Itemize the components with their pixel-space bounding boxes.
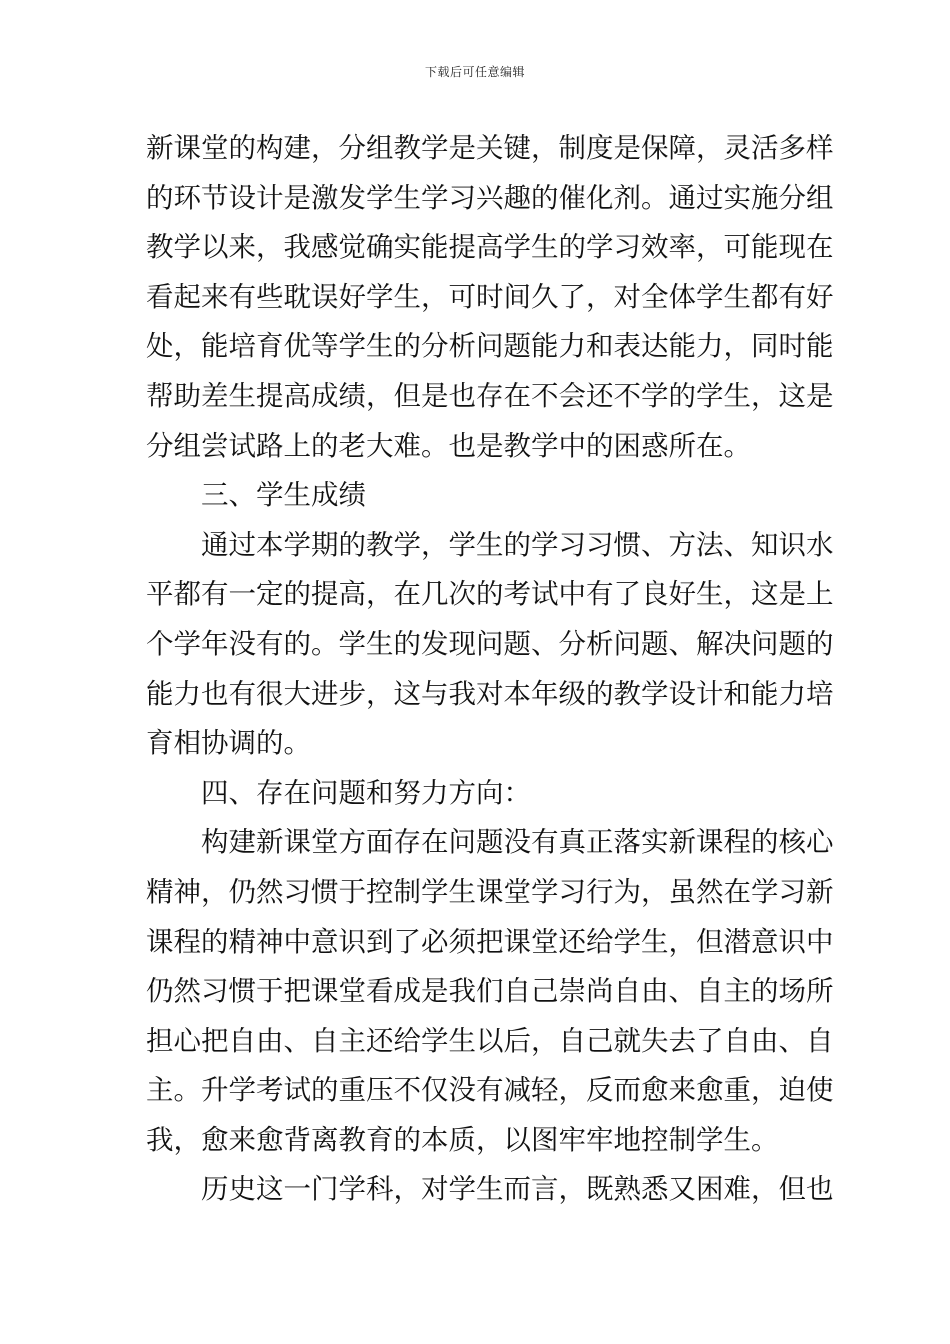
text-line: 通过本学期的教学，学生的学习习惯、方法、知识水 xyxy=(201,528,834,561)
text-line: 的环节设计是激发学生学习兴趣的催化剂。通过实施分组 xyxy=(146,181,834,214)
text-line: 构建新课堂方面存在问题没有真正落实新课程的核心 xyxy=(201,826,834,859)
text-line: 看起来有些耽误好学生，可时间久了，对全体学生都有好 xyxy=(146,280,834,313)
text-line: 处，能培育优等学生的分析问题能力和表达能力，同时能 xyxy=(146,330,834,363)
text-line: 分组尝试路上的老大难。也是教学中的困惑所在。 xyxy=(146,429,751,462)
page-header: 下载后可任意编辑 xyxy=(424,65,525,79)
text-line: 担心把自由、自主还给学生以后，自己就失去了自由、自 xyxy=(146,1024,834,1057)
section-heading: 三、学生成绩 xyxy=(201,479,366,512)
text-line: 精神，仍然习惯于控制学生课堂学习行为，虽然在学习新 xyxy=(146,875,834,908)
text-line: 历史这一门学科，对学生而言，既熟悉又困难，但也 xyxy=(201,1173,834,1206)
text-line: 教学以来，我感觉确实能提高学生的学习效率，可能现在 xyxy=(146,231,834,264)
text-line: 帮助差生提高成绩，但是也存在不会还不学的学生，这是 xyxy=(146,379,834,412)
document-body xyxy=(146,124,834,1215)
text-line: 平都有一定的提高，在几次的考试中有了良好生，这是上 xyxy=(146,578,834,611)
text-line: 育相协调的。 xyxy=(146,727,311,760)
text-line: 仍然习惯于把课堂看成是我们自己崇尚自由、自主的场所 xyxy=(146,975,834,1008)
text-line: 能力也有很大进步，这与我对本年级的教学设计和能力培 xyxy=(146,677,834,710)
text-line: 我，愈来愈背离教育的本质，以图牢牢地控制学生。 xyxy=(146,1123,779,1156)
text-line: 个学年没有的。学生的发现问题、分析问题、解决问题的 xyxy=(146,627,834,660)
text-line: 课程的精神中意识到了必须把课堂还给学生，但潜意识中 xyxy=(146,925,834,958)
text-line: 新课堂的构建，分组教学是关键，制度是保障，灵活多样 xyxy=(146,132,834,164)
text-line: 主。升学考试的重压不仅没有减轻，反而愈来愈重，迫使 xyxy=(146,1074,834,1107)
section-heading: 四、存在问题和努力方向： xyxy=(201,776,531,809)
